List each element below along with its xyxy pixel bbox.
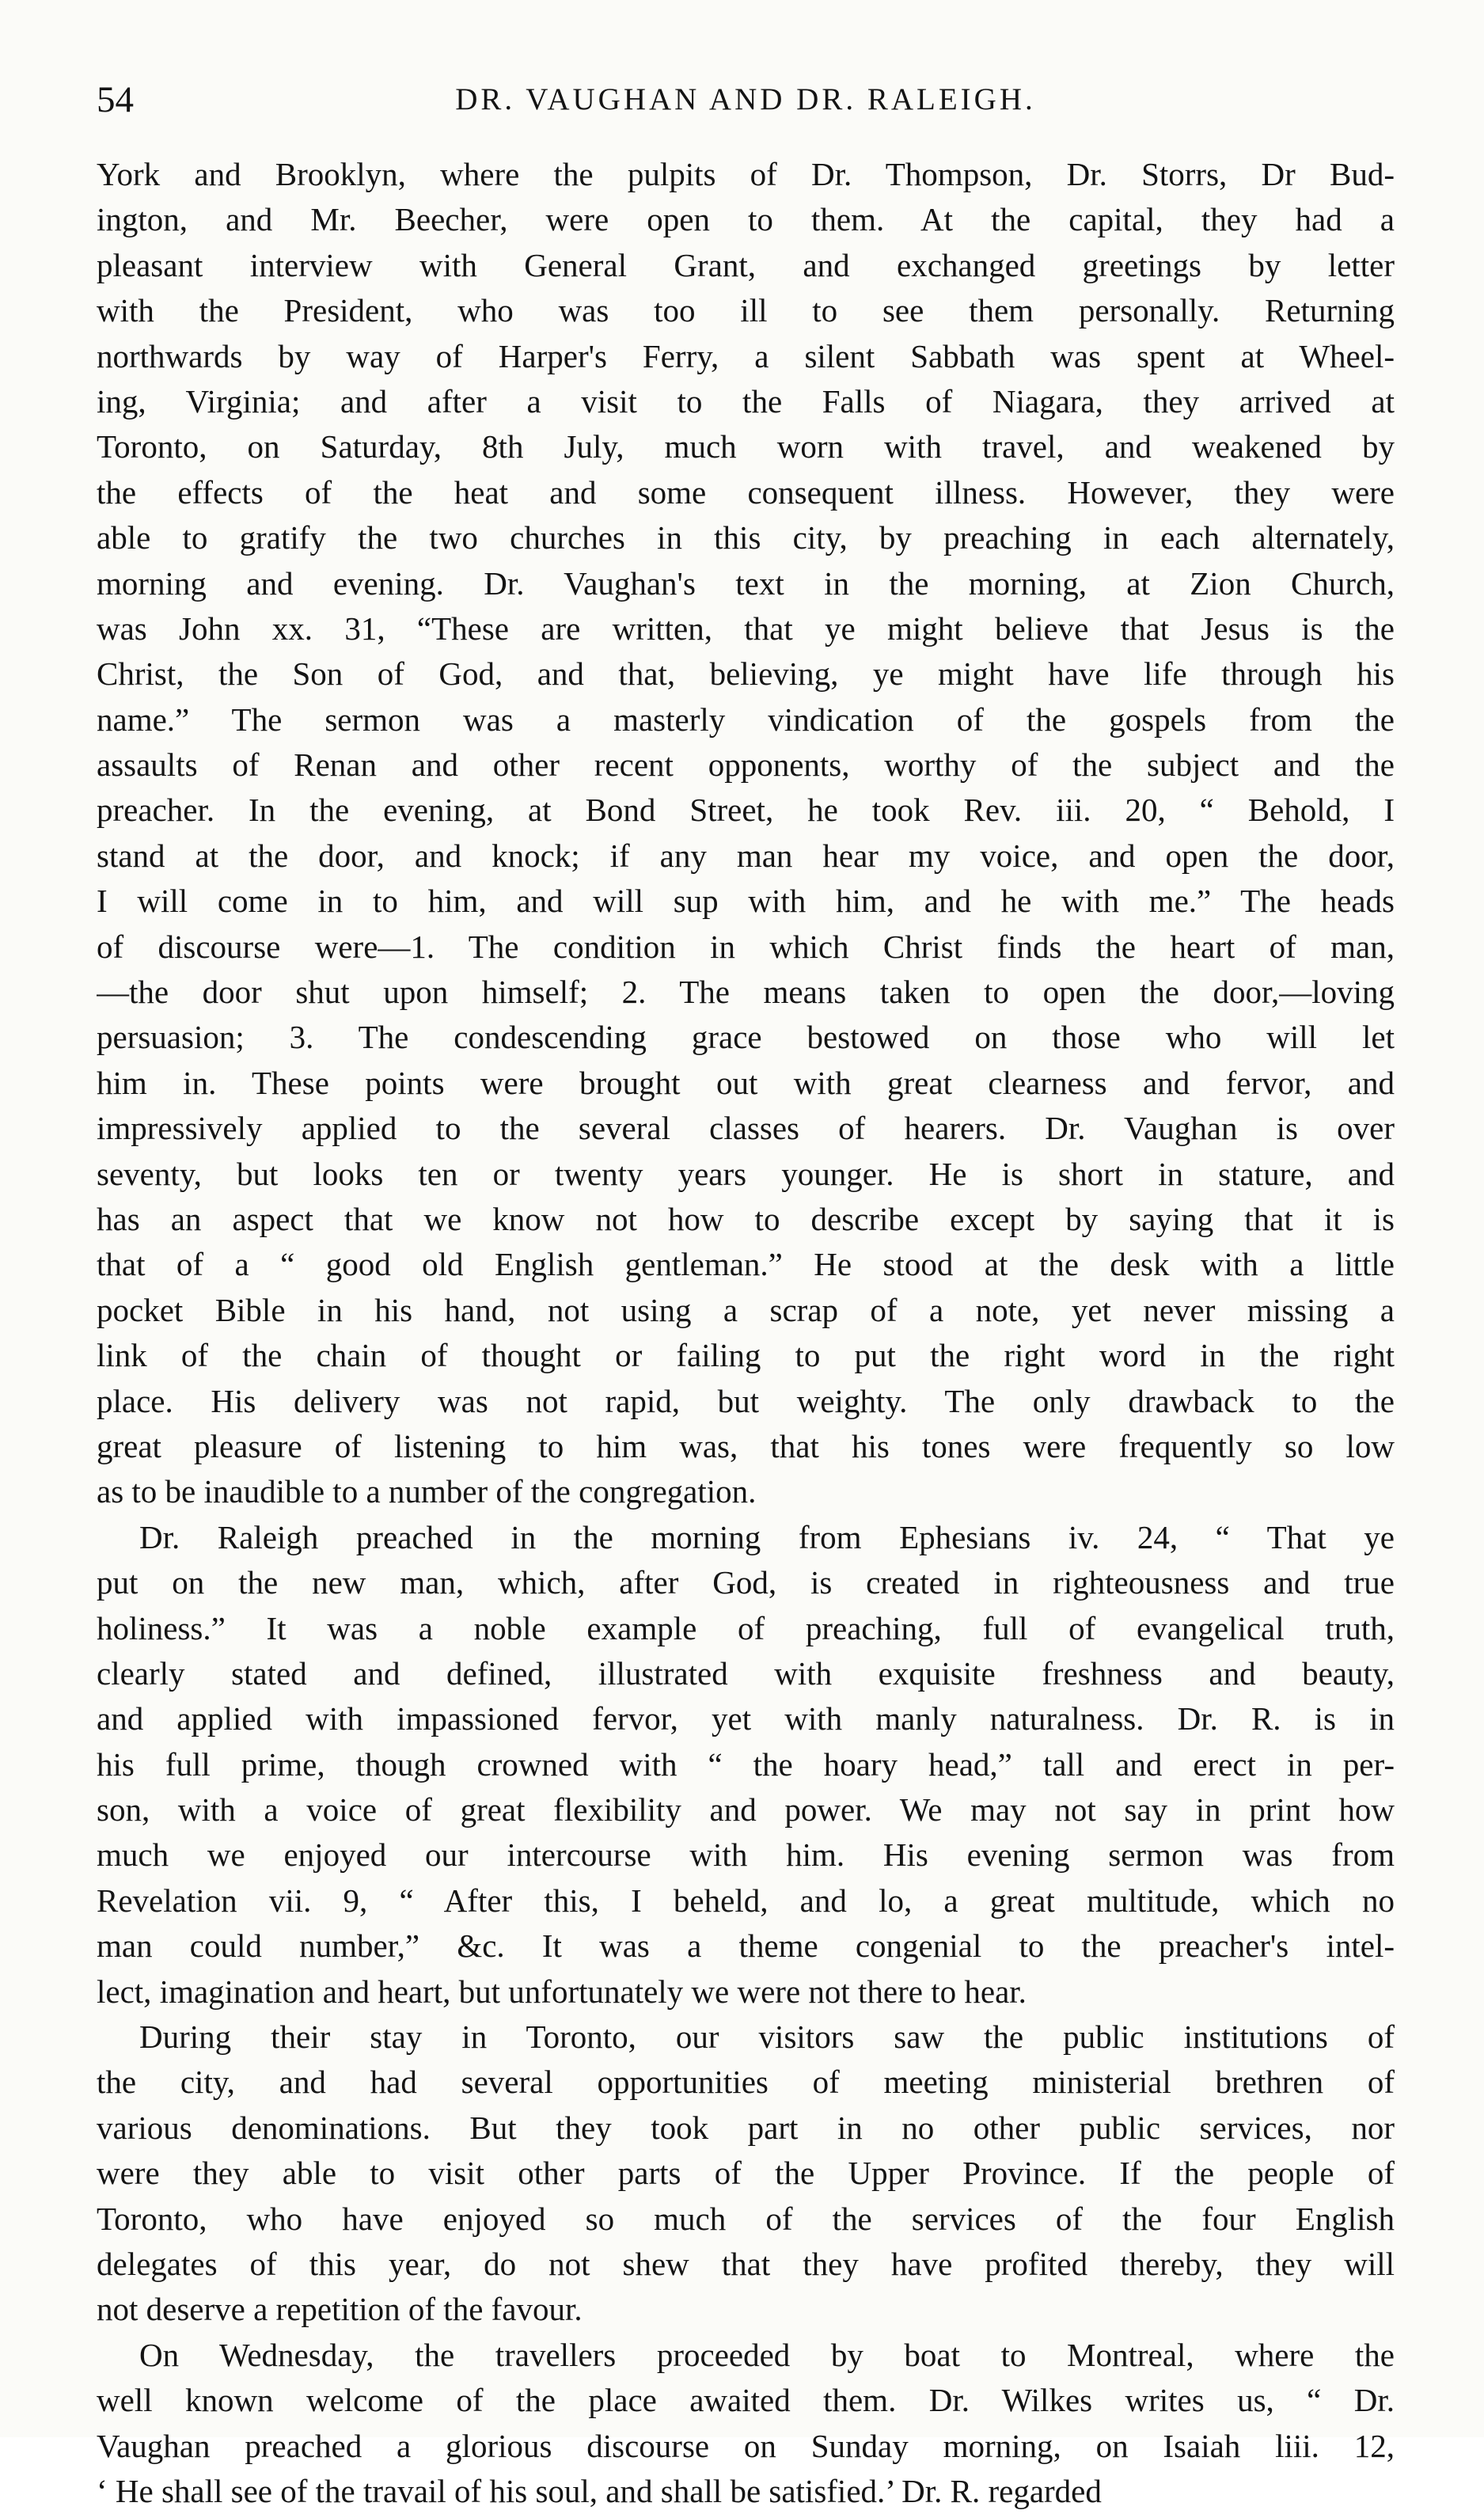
paragraph [97,2333,1395,2514]
text-line: preacher. In the evening, at Bond Street, he took Rev. iii. 20, “ Behold, I [97,792,1395,829]
text-line: morning and evening. Dr. Vaughan's text in the morning, at Zion Church, [97,564,1395,602]
text-line: him in. These points were brought out with great clearness and fervor, and [97,1064,1395,1101]
text-line: various denominations. But they took part in no other public services, nor [97,2109,1395,2146]
paragraph [97,2015,1395,2333]
text-line: holiness.” It was a noble example of preaching, full of evangelical truth, [97,1609,1395,1646]
text-line: —the door shut upon himself; 2. The means taken to open the door,—loving [97,974,1395,1011]
text-line: the city, and had several opportunities of meeting ministerial brethren of [97,2064,1395,2101]
text-line: persuasion; 3. The condescending grace bestowed on those who will let [97,1019,1395,1056]
text-line: seventy, but looks ten or twenty years younger. He is short in stature, and [97,1155,1395,1192]
text-line: the effects of the heat and some consequent illness. However, they were [97,473,1395,511]
text-line: Christ, the Son of God, and that, believing, ye might have life through his [97,655,1395,693]
text-line: pocket Bible in his hand, not using a scrap of a note, yet never missing a [97,1291,1395,1328]
text-line: put on the new man, which, after God, is created in righteousness and true [97,1564,1395,1601]
text-line: During their stay in Toronto, our visitors saw the public institutions of [139,2018,1395,2056]
text-line: well known welcome of the place awaited them. Dr. Wilkes writes us, “ Dr. [97,2382,1395,2419]
text-line: name.” The sermon was a masterly vindication of the gospels from the [97,701,1395,738]
page-number: 54 [97,79,134,120]
text-line: son, with a voice of great flexibility and power. We may not say in print how [97,1791,1395,1829]
text-line: impressively applied to the several classes of hearers. Dr. Vaughan is over [97,1110,1395,1147]
text-line: much we enjoyed our intercourse with him. His evening sermon was from [97,1836,1395,1874]
text-line: pleasant interview with General Grant, and exchanged greetings by letter [97,246,1395,283]
text-line: Dr. Raleigh preached in the morning from Ephesians iv. 24, “ That ye [139,1518,1395,1555]
text-line: Revelation vii. 9, “ After this, I beheld, and lo, a great multitude, which no [97,1882,1395,1919]
running-title: DR. VAUGHAN AND DR. RALEIGH. [455,82,1036,116]
text-line: Toronto, on Saturday, 8th July, much worn with travel, and weakened by [97,428,1395,465]
text-line: with the President, who was too ill to see them personally. Returning [97,292,1395,329]
body-text [97,152,1395,2514]
text-line: was John xx. 31, “These are written, that ye might believe that Jesus is the [97,610,1395,647]
text-line: his full prime, though crowned with “ the hoary head,” tall and erect in per- [97,1745,1395,1783]
text-line: ing, Virginia; and after a visit to the Falls of Niagara, they arrived at [97,382,1395,420]
text-line: of discourse were—1. The condition in which Christ finds the heart of man, [97,928,1395,965]
paragraph [97,152,1395,1515]
text-line: Vaughan preached a glorious discourse on Sunday morning, on Isaiah liii. 12, [97,2427,1395,2464]
text-line: man could number,” &c. It was a theme congenial to the preacher's intel- [97,1927,1395,1965]
text-line: ‘ He shall see of the travail of his soul, and shall be satisfied.’ Dr. R. regarded [97,2472,1102,2509]
text-line: place. His delivery was not rapid, but weighty. The only drawback to the [97,1382,1395,1419]
text-line: northwards by way of Harper's Ferry, a silent Sabbath was spent at Wheel- [97,337,1395,374]
text-line: lect, imagination and heart, but unfortunately we were not there to hear. [97,1973,1027,2010]
text-line: not deserve a repetition of the favour. [97,2291,583,2328]
text-line: delegates of this year, do not shew that they have profited thereby, they will [97,2245,1395,2282]
text-line: assaults of Renan and other recent opponents, worthy of the subject and the [97,746,1395,784]
text-line: link of the chain of thought or failing to put the right word in the right [97,1337,1395,1374]
text-line: that of a “ good old English gentleman.” He stood at the desk with a little [97,1246,1395,1283]
text-line: On Wednesday, the travellers proceeded by boat to Montreal, where the [139,2336,1395,2373]
text-line: were they able to visit other parts of the Upper Province. If the people of [97,2155,1395,2192]
text-line: clearly stated and defined, illustrated with exquisite freshness and beauty, [97,1654,1395,1692]
text-line: has an aspect that we know not how to describe except by saying that it is [97,1200,1395,1237]
text-line: ington, and Mr. Beecher, were open to them. At the capital, they had a [97,201,1395,238]
text-line: stand at the door, and knock; if any man hear my voice, and open the door, [97,837,1395,874]
text-line: Toronto, who have enjoyed so much of the services of the four English [97,2200,1395,2237]
text-line: I will come in to him, and will sup with him, and he with me.” The heads [97,883,1395,920]
paragraph [97,1515,1395,2015]
text-line: and applied with impassioned fervor, yet with manly naturalness. Dr. R. is in [97,1700,1395,1737]
text-line: able to gratify the two churches in this city, by preaching in each alternately, [97,519,1395,556]
text-line: as to be inaudible to a number of the congregation. [97,1473,757,1510]
text-line: York and Brooklyn, where the pulpits of Dr. Thompson, Dr. Storrs, Dr Bud- [97,156,1395,192]
running-head [97,76,1395,123]
text-line: great pleasure of listening to him was, that his tones were frequently so low [97,1427,1395,1464]
